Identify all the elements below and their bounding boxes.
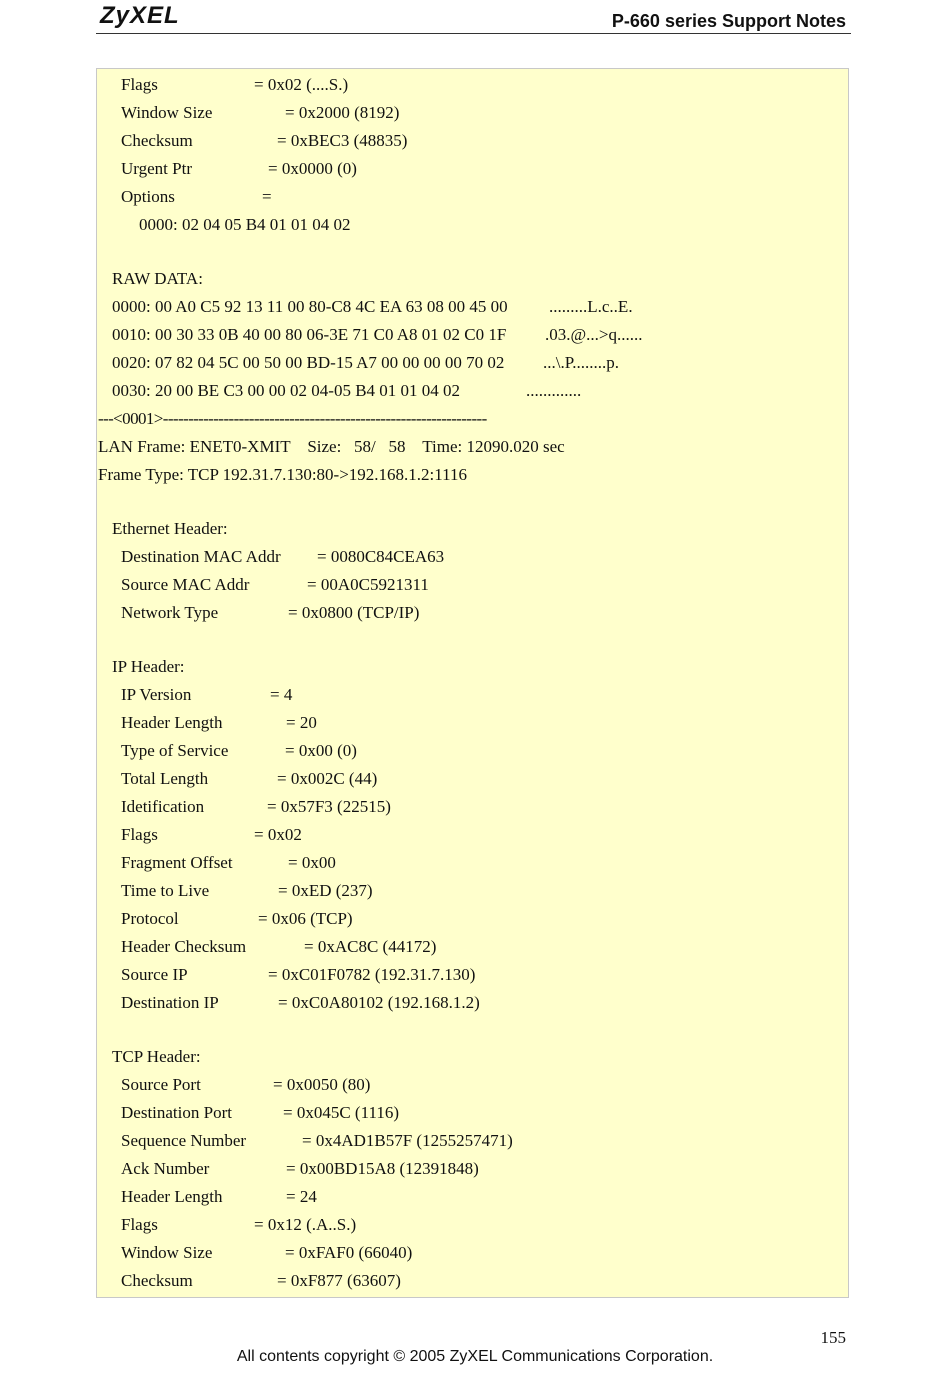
trace-line: [97, 377, 582, 405]
field-label: Header Length: [121, 1187, 223, 1206]
hex-ascii: .03.@...>q......: [545, 325, 643, 344]
trace-line: [97, 265, 203, 293]
field-value: = 00A0C5921311: [307, 575, 429, 594]
trace-line: [97, 821, 302, 849]
trace-line: [97, 71, 349, 99]
field-label: Source Port: [121, 1075, 201, 1094]
field-label: Header Length: [121, 713, 223, 732]
field-value: = 0080C84CEA63: [317, 547, 445, 566]
field-value: = 0x06 (TCP): [258, 909, 353, 928]
trace-line: [97, 599, 420, 627]
section-heading: IP Header:: [112, 657, 185, 676]
hex-ascii: .............: [526, 381, 582, 400]
field-label: Sequence Number: [121, 1131, 247, 1150]
trace-line: [97, 709, 317, 737]
trace-line: [97, 211, 351, 239]
trace-line: [97, 1127, 513, 1155]
field-label: Ack Number: [121, 1159, 210, 1178]
options-hex: 0000: 02 04 05 B4 01 01 04 02: [139, 215, 351, 234]
trace-line: [97, 877, 373, 905]
hex-ascii: ...\.P........p.: [543, 353, 620, 372]
field-value: = 0xC0A80102 (192.168.1.2): [278, 993, 480, 1012]
field-value: = 0xBEC3 (48835): [277, 131, 408, 150]
field-value: = 0x00 (0): [285, 741, 357, 760]
field-value: = 0x00: [288, 853, 336, 872]
field-value: = 0x0800 (TCP/IP): [288, 603, 420, 622]
field-value: = 0x12 (.A..S.): [254, 1215, 357, 1234]
trace-line: [97, 543, 445, 571]
trace-line: [97, 183, 272, 211]
field-label: Source MAC Addr: [121, 575, 250, 594]
trace-line: [97, 1267, 401, 1295]
copyright-notice: All contents copyright © 2005 ZyXEL Communications Corporation.: [236, 1348, 714, 1365]
hex-ascii: .........L.c..E.: [549, 297, 633, 316]
trace-line: [97, 1155, 479, 1183]
field-label: Time to Live: [121, 881, 210, 900]
field-label: Checksum: [121, 1271, 193, 1290]
hex-bytes: 0000: 00 A0 C5 92 13 11 00 80-C8 4C EA 63 08 00 45 00: [112, 297, 508, 316]
trace-line: [97, 571, 429, 599]
field-value: = 0xAC8C (44172): [304, 937, 437, 956]
field-label: Destination MAC Addr: [121, 547, 281, 566]
trace-line: [97, 905, 353, 933]
field-value: = 0x002C (44): [277, 769, 378, 788]
field-label: Checksum: [121, 131, 193, 150]
field-label: Options: [121, 187, 175, 206]
trace-line: [97, 321, 643, 349]
field-label: Window Size: [121, 103, 213, 122]
frame-separator: ---<0001>----------------------------------------------------------------: [98, 409, 487, 428]
trace-line: [97, 1071, 371, 1099]
trace-line: [97, 127, 408, 155]
field-value: = 0xF877 (63607): [277, 1271, 401, 1290]
field-label: Destination Port: [121, 1103, 232, 1122]
field-value: = 0x02: [254, 825, 302, 844]
page-number: 155: [820, 1328, 846, 1347]
field-value: = 0x2000 (8192): [285, 103, 400, 122]
hex-bytes: 0030: 20 00 BE C3 00 00 02 04-05 B4 01 01 04 02: [112, 381, 461, 400]
trace-output-box: [96, 68, 849, 1298]
field-label: Flags: [121, 75, 158, 94]
field-value: = 0xC01F0782 (192.31.7.130): [268, 965, 476, 984]
trace-line: [97, 461, 468, 489]
trace-line: [97, 653, 185, 681]
field-label: Total Length: [121, 769, 209, 788]
field-label: Flags: [121, 825, 158, 844]
trace-line: [97, 1099, 399, 1127]
trace-line: [97, 793, 391, 821]
field-label: IP Version: [121, 685, 192, 704]
field-label: Source IP: [121, 965, 188, 984]
document-title: P-660 series Support Notes: [611, 11, 846, 31]
frame-type: Frame Type: TCP 192.31.7.130:80->192.168.1.2:1116: [98, 465, 468, 484]
field-label: Network Type: [121, 603, 219, 622]
field-value: = 0x57F3 (22515): [267, 797, 391, 816]
field-value: = 0x02 (....S.): [254, 75, 349, 94]
trace-line: [97, 989, 480, 1017]
trace-line: [97, 1211, 357, 1239]
trace-line: [97, 433, 565, 461]
field-label: Flags: [121, 1215, 158, 1234]
field-label: Destination IP: [121, 993, 219, 1012]
field-label: Urgent Ptr: [121, 159, 192, 178]
field-label: Header Checksum: [121, 937, 247, 956]
field-label: Window Size: [121, 1243, 213, 1262]
field-label: Protocol: [121, 909, 179, 928]
trace-line: [97, 99, 400, 127]
field-value: = 0x0050 (80): [273, 1075, 371, 1094]
trace-line: [97, 155, 357, 183]
field-value: = 0xED (237): [278, 881, 373, 900]
hex-bytes: 0010: 00 30 33 0B 40 00 80 06-3E 71 C0 A8 01 02 C0 1F: [112, 325, 507, 344]
trace-line: [97, 1239, 413, 1267]
trace-line: [97, 849, 336, 877]
section-heading: Ethernet Header:: [112, 519, 228, 538]
trace-line: [97, 681, 293, 709]
trace-line: [97, 293, 633, 321]
field-value: = 0x045C (1116): [283, 1103, 399, 1122]
trace-line: [97, 765, 378, 793]
header-divider: [96, 33, 851, 34]
field-value: = 0x4AD1B57F (1255257471): [302, 1131, 513, 1150]
trace-line: [97, 737, 357, 765]
trace-line: [97, 1183, 317, 1211]
trace-line: [97, 933, 437, 961]
trace-line: [97, 961, 476, 989]
trace-line: [97, 405, 487, 433]
trace-line: [97, 1043, 201, 1071]
field-value: = 0xFAF0 (66040): [285, 1243, 413, 1262]
field-label: Type of Service: [121, 741, 229, 760]
field-label: Fragment Offset: [121, 853, 233, 872]
field-value: = 4: [270, 685, 293, 704]
field-label: Idetification: [121, 797, 205, 816]
trace-line: [97, 515, 228, 543]
field-value: = 0x0000 (0): [268, 159, 357, 178]
section-heading: RAW DATA:: [112, 269, 203, 288]
hex-bytes: 0020: 07 82 04 5C 00 50 00 BD-15 A7 00 00 00 00 70 02: [112, 353, 505, 372]
field-value: = 20: [286, 713, 317, 732]
field-value: =: [262, 187, 272, 206]
frame-summary: LAN Frame: ENET0-XMIT Size: 58/ 58 Time: 12090.020 sec: [98, 437, 565, 456]
field-value: = 24: [286, 1187, 317, 1206]
trace-line: [97, 349, 620, 377]
field-value: = 0x00BD15A8 (12391848): [286, 1159, 479, 1178]
zyxel-logo: ZyXEL: [100, 2, 180, 29]
section-heading: TCP Header:: [112, 1047, 201, 1066]
